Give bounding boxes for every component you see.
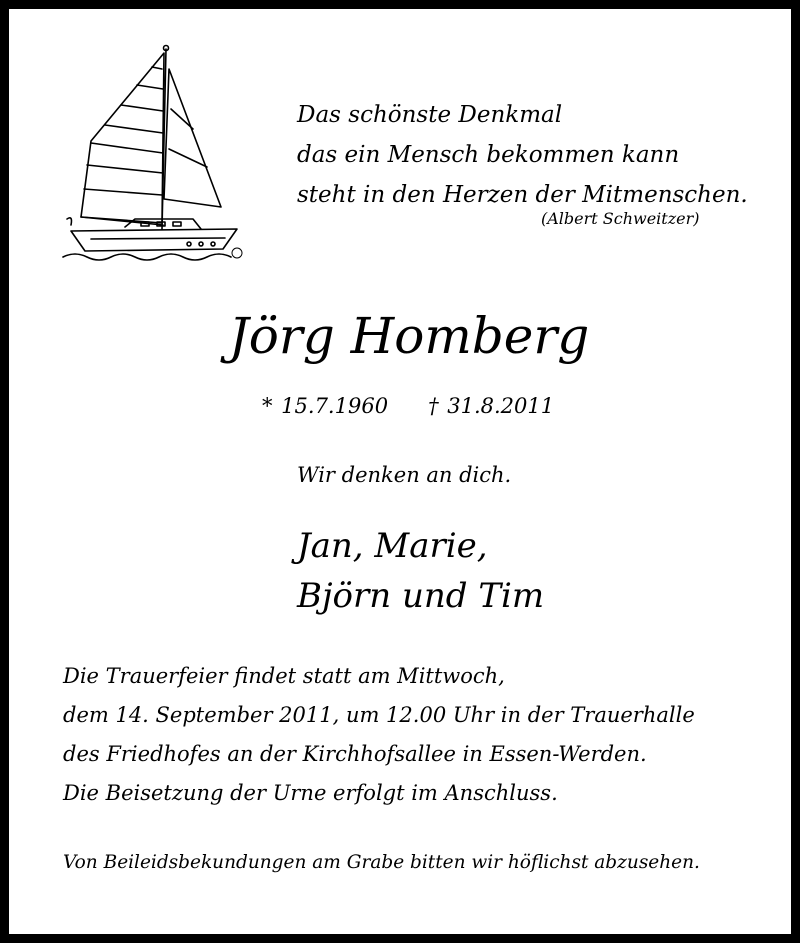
- sailboat-icon: [61, 39, 251, 279]
- quote-line: Das schönste Denkmal: [297, 102, 563, 128]
- death-date: † 31.8.2011: [428, 394, 555, 418]
- service-line: dem 14. September 2011, um 12.00 Uhr in der Trauerhalle: [63, 703, 695, 727]
- burial-note: Die Beisetzung der Urne erfolgt im Anschluss.: [63, 781, 558, 805]
- remembrance-line: Wir denken an dich.: [297, 463, 512, 487]
- service-line: des Friedhofes an der Kirchhofsallee in Essen-Werden.: [63, 742, 647, 766]
- quote-line: steht in den Herzen der Mitmenschen.: [297, 182, 748, 208]
- family-line: Jan, Marie,: [297, 526, 488, 566]
- birth-date: * 15.7.1960: [262, 394, 389, 418]
- deceased-name: Jörg Homberg: [228, 307, 590, 365]
- family-names: [297, 521, 544, 621]
- life-dates: [262, 394, 554, 418]
- condolence-note: Von Beileidsbekundungen am Grabe bitten wir höflichst abzusehen.: [63, 852, 700, 873]
- quote-source: (Albert Schweitzer): [541, 209, 700, 228]
- family-line: Björn und Tim: [297, 576, 545, 616]
- service-line: Die Trauerfeier findet statt am Mittwoch,: [63, 664, 505, 688]
- service-details: [63, 657, 695, 774]
- quote-line: das ein Mensch bekommen kann: [297, 142, 680, 168]
- quote: [297, 95, 748, 215]
